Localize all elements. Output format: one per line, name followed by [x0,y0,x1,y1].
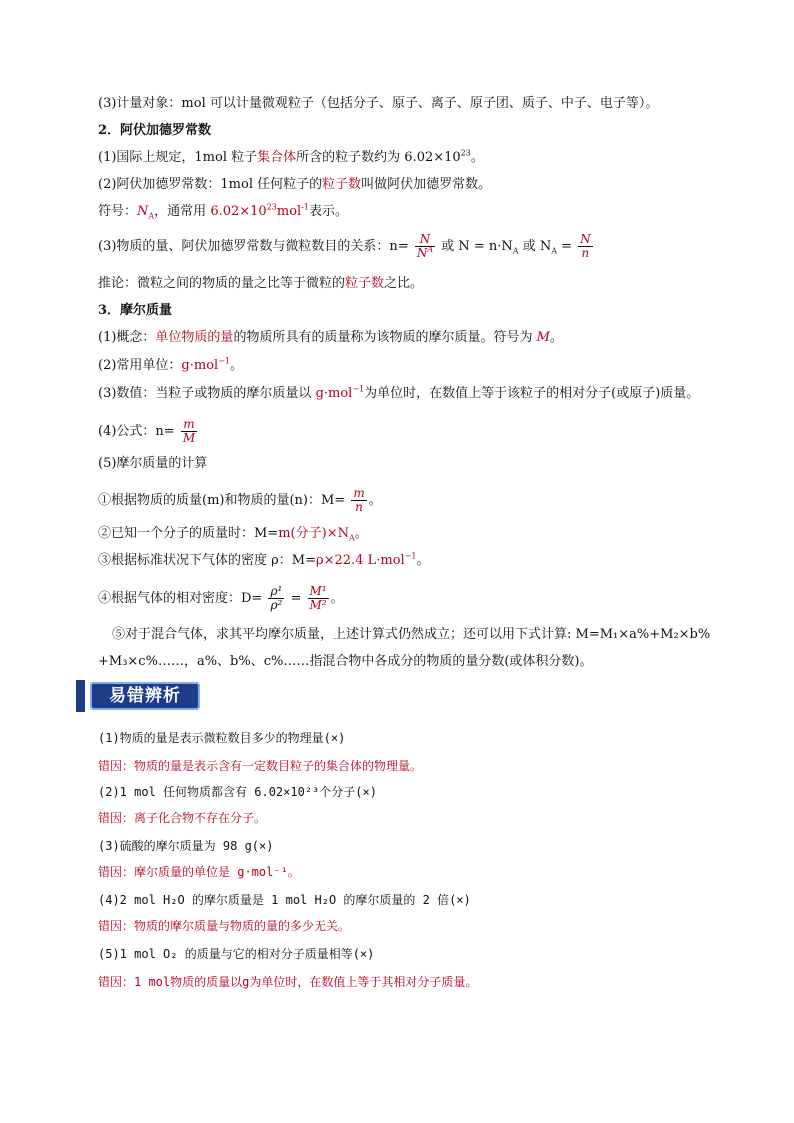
error-question-2: (2)1 mol 任何物质都含有 6.02×10²³个分子(×) [98,785,377,799]
line-avogadro-symbol: 符号：$N_A$，通常用 $6.02\times 10^{23}mol^{-1}$表示。 [98,202,349,221]
line-inference: 推论：微粒之间的物质的量之比等于微粒的粒子数之比。 [98,276,424,291]
line-counting-objects: (3)计量对象：mol 可以计量微观粒子（包括分子、原子、离子、原子团、质子、中子、电子等）。 [98,96,659,111]
error-reason-4: 错因：物质的摩尔质量与物质的量的多少无关。 [98,919,351,933]
error-question-4: (4)2 mol H₂O 的摩尔质量是 1 mol H₂O 的摩尔质量的 2 倍(×) [98,893,471,907]
error-reason-2: 错因：离子化合物不存在分子。 [98,811,267,825]
error-reason-3: 错因：摩尔质量的单位是 g·mol⁻¹。 [98,865,300,879]
line-calc-2: ②已知一个分子的质量时：M=m(分子)$\times N_A$。 [98,526,368,543]
line-relation-formula: (3)物质的量、阿伏加德罗常数与微粒数目的关系：n= $\frac{N}{N^A}$ 或 $N = n\cdot N_A$ 或 $N_A$ = $\frac{N}{n}$ [98,232,591,260]
line-calc-5: ⑤对于混合气体，求其平均摩尔质量，上述计算式仍然成立；还可以用下式计算: M=M₁×a%+M₂×b% [112,627,711,642]
heading-molar-mass: 3．摩尔质量 [98,303,173,318]
error-reason-5: 错因：1 mol物质的质量以g为单位时，在数值上等于其相对分子质量。 [98,975,478,989]
line-calc-3: ③根据标准状况下气体的密度 ρ：M=ρ×22.4 L·mol$^{-1}$。 [98,551,430,568]
fraction-rho: $\frac{\text{ρ¹}}{\text{ρ²}}$ [270,584,283,612]
line-common-unit: (2)常用单位：g·mol$^{-1}$。 [98,356,243,373]
line-calc-4: ④根据气体的相对密度：D= $\frac{\text{ρ¹}}{\text{ρ²}}$ = $\frac{\text{M¹}}{\text{M²}}$ 。 [98,584,344,612]
heading-avogadro: 2．阿伏加德罗常数 [98,123,212,138]
error-question-5: (5)1 mol O₂ 的质量与它的相对分子质量相等(×) [98,947,375,961]
line-formula: (4)公式：n= $\frac{m}{M}$ [98,417,196,445]
line-molar-mass-concept: (1)概念：单位物质的量的物质所具有的质量称为该物质的摩尔质量。符号为 M。 [98,330,563,345]
fraction-m-over-M: $\frac{m}{M}$ [182,417,196,445]
line-numeric-value: (3)数值：当粒子或物质的摩尔质量以 g·mol$^{-1}$为单位时，在数值上等于该粒子的相对分子(或原子)质量。 [98,384,700,401]
line-avogadro-constant: (2)阿伏加德罗常数：1mol 任何粒子的粒子数叫做阿伏加德罗常数。 [98,177,492,192]
fraction-n-over-n: $\frac{N}{n}$ [580,232,591,260]
fraction-n-over-na: $\frac{N}{N^A}$ [416,232,434,260]
banner-title: 易错辨析 [109,686,181,706]
line-molar-mass-calc: (5)摩尔质量的计算 [98,456,208,471]
line-avogadro-definition: (1)国际上规定，1mol 粒子集合体所含的粒子数约为 $6.02\times 10^{23}$。 [98,148,484,165]
fraction-M: $\frac{\text{M¹}}{\text{M²}}$ [309,584,327,612]
error-question-3: (3)硫酸的摩尔质量为 98 g(×) [98,839,274,853]
line-calc-1: ①根据物质的质量(m)和物质的量(n)：M= $\frac{m}{n}$ 。 [98,486,382,514]
error-reason-1: 错因：物质的量是表示含有一定数目粒子的集合体的物理量。 [98,759,423,773]
line-calc-5-cont: +M₃×c%……，a%、b%、c%……指混合物中各成分的物质的量分数(或体积分数)。 [98,654,593,669]
section-banner [76,680,202,712]
fraction-m-over-n: $\frac{m}{n}$ [353,486,365,514]
error-question-1: (1)物质的量是表示微粒数目多少的物理量(×) [98,731,346,745]
